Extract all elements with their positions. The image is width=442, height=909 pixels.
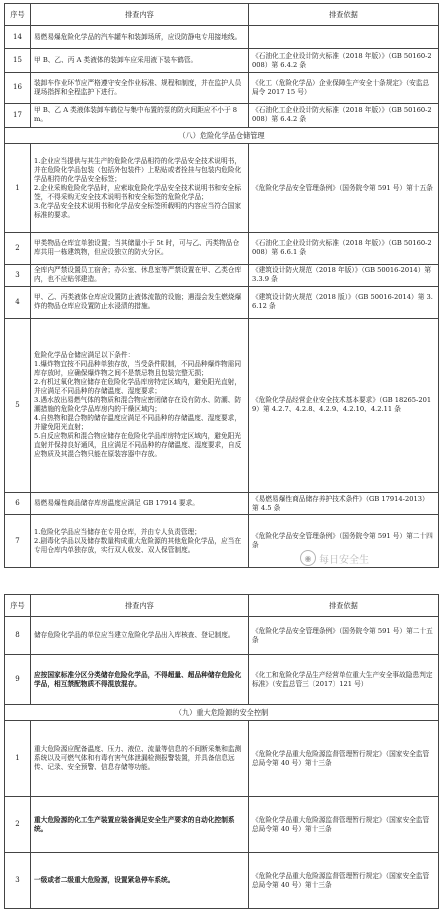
- row-num: 15: [5, 49, 31, 72]
- row-content: 1.企业应当提供与其生产的危险化学品相符的化学品安全技术说明书，并在危险化学品包装（包括外包装件）上粘贴或者拴挂与包装内危险化学品相符的化学品安全标签； 2.企业采购危险化学品时，应索取危险化学品安全技术说明书和安全标签，不得采购无安全技术说明书和安全标签的危险化学品； 3.化学品安全技术说明书和化学品安全标签所载明的内容应当符合国家标准的要求。: [31, 144, 249, 233]
- row-content: 甲 B、乙、丙 A 类液体的装卸车应采用液下装车鹤管。: [31, 49, 249, 72]
- row-content: 重大危险源的化工生产装置应装备满足安全生产要求的自动化控制系统。: [31, 797, 249, 853]
- row-content: 危险化学品仓储应满足以下条件： 1.爆炸物宜按不同品种单独存放，当受条件限制，不同品种爆炸物需同库存放时，应确保爆炸物之间不是禁忌物且包装完整无损； 2.有机过氧化物应储存在危险化学品库房特定区域内，避免阳光直射，并应满足不同品种的存储温度、湿度要求； 3.遇水放出易燃气体的物质和混合物应密闭储存在设有防水、防潮、防潮措施的危险化学品库房内的干燥区域内； 4.自热物和混合物的储存温度应满足不同品种的存储温度、湿度要求，并避免阳光直射； 5.自反应物质和混合物应储存在危险化学品库房特定区域内，避免阳光直射并保持良好通风，且应满足不同品种的存储温度、湿度要求，自反应物质及其混合物只能在原装容器中存放。: [31, 318, 249, 492]
- row-content: 1.危险化学品应当储存在专用仓库，并由专人负责管理； 2.剧毒化学品以及储存数量构成重大危险源的其他危险化学品，应当在专用仓库内单独存放，实行双人收发、双人保管制度。: [31, 515, 249, 568]
- row-num: 7: [5, 515, 31, 568]
- row-basis: 《危险化学品安全管理条例》（国务院令第 591 号）第十五条: [249, 144, 439, 233]
- table-header-row: [5, 4, 439, 26]
- row-num: 4: [5, 287, 31, 319]
- row-content: 易燃易爆性商品储存库房温度应满足 GB 17914 要求。: [31, 492, 249, 514]
- row-num: 14: [5, 26, 31, 49]
- header-num: 序号: [5, 4, 31, 26]
- row-basis: 《化工（危险化学品）企业保障生产安全十条规定》（安监总局令 2017 15 号）: [249, 72, 439, 104]
- row-content: 应按国家标准分区分类储存危险化学品，不得超量、超品种储存危险化学品，相互禁配物质不得混放混存。: [31, 655, 249, 705]
- row-basis: 《石油化工企业设计防火标准（2018 年版）》（GB 50160-2008）第 6.6.1 条: [249, 233, 439, 265]
- table-row: [5, 104, 439, 127]
- wechat-icon: ◉: [300, 550, 316, 566]
- row-content: 甲类物品仓库宜单独设置；当其储量小于 5t 时，可与乙、丙类物品仓库共用一栋建筑物，但应设独立的防火分区。: [31, 233, 249, 265]
- table-row: [5, 617, 439, 655]
- table-row: [5, 72, 439, 104]
- watermark-text: 每日安全生: [319, 554, 369, 566]
- inspection-table-lower: [4, 594, 439, 909]
- row-num: 8: [5, 617, 31, 655]
- row-num: 6: [5, 492, 31, 514]
- row-basis: 《危险化学品重大危险源监督管理暂行规定》（国家安全监管总局令第 40 号）第十三条: [249, 721, 439, 797]
- table-row: [5, 655, 439, 705]
- table-row: [5, 264, 439, 286]
- row-num: 16: [5, 72, 31, 104]
- row-basis: 《危险化学品经营企业安全技术基本要求》（GB 18265-2019）第 4.2.7、4.2.8、4.2.9、4.2.10、4.2.11 条: [249, 318, 439, 492]
- row-content: 全库内严禁设置员工宿舍；办公室、休息室等严禁设置在甲、乙类仓库内，也不应贴邻建造。: [31, 264, 249, 286]
- table-row: [5, 853, 439, 909]
- table-row: [5, 797, 439, 853]
- row-num: 9: [5, 655, 31, 705]
- table-row: [5, 721, 439, 797]
- row-basis: 《石油化工企业设计防火标准（2018 年版）》（GB 50160-2008）第 6.4.2 条: [249, 49, 439, 72]
- row-basis: 《建筑设计防火规范（2018 年版）》（GB 50016-2014）第 3.3.9 条: [249, 264, 439, 286]
- table-row: [5, 26, 439, 49]
- row-num: 17: [5, 104, 31, 127]
- row-content: 装卸车作业环节应严格遵守安全作业标准、规程和制度，并在监护人员现场指挥和全程监护下进行。: [31, 72, 249, 104]
- row-basis: 《石油化工企业设计防火标准（2018 年版）》（GB 50160-2008）第 6.4.2 条: [249, 104, 439, 127]
- row-content: 甲、乙、丙类液体仓库应设置防止液体流散的设施；遇湿会发生燃烧爆炸的物品仓库应设置防止水浸渍的措施。: [31, 287, 249, 319]
- row-content: 重大危险源应配备温度、压力、液位、流量等信息的不间断采集和监测系统以及可燃气体和有毒有害气体泄漏检测报警装置，并具备信息远传、记录、安全预警、信息存储等功能。: [31, 721, 249, 797]
- header-content: 排查内容: [31, 595, 249, 617]
- watermark: [300, 548, 440, 568]
- table-row: [5, 492, 439, 514]
- row-basis: [249, 26, 439, 49]
- row-basis: 《危险化学品安全管理条例》（国务院令第 591 号）第二十四条: [249, 515, 439, 568]
- section-row: [5, 127, 439, 144]
- row-num: 3: [5, 853, 31, 909]
- row-num: 1: [5, 144, 31, 233]
- row-num: 3: [5, 264, 31, 286]
- row-content: 一级或者二级重大危险源，设置紧急停车系统。: [31, 853, 249, 909]
- table-row: [5, 49, 439, 72]
- row-content: 储存危险化学品的单位应当建立危险化学品出入库核查、登记制度。: [31, 617, 249, 655]
- table-row: [5, 144, 439, 233]
- row-content: 甲 B、乙 A 类液体装卸车鹤位与集中布置的泵的防火间距应不小于 8m。: [31, 104, 249, 127]
- row-basis: 《危险化学品重大危险源监督管理暂行规定》（国家安全监管总局令第 40 号）第十三条: [249, 853, 439, 909]
- header-num: 序号: [5, 595, 31, 617]
- table-row: [5, 318, 439, 492]
- row-basis: 《危险化学品安全管理条例》（国务院令第 591 号）第二十五条: [249, 617, 439, 655]
- row-basis: 《易燃易爆性商品储存养护技术条件》（GB 17914-2013）第 4.5 条: [249, 492, 439, 514]
- section-row: [5, 705, 439, 721]
- row-num: 5: [5, 318, 31, 492]
- header-basis: 排查依据: [249, 4, 439, 26]
- header-content: 排查内容: [31, 4, 249, 26]
- row-basis: 《危险化学品重大危险源监督管理暂行规定》（国家安全监管总局令第 40 号）第十三条: [249, 797, 439, 853]
- header-basis: 排查依据: [249, 595, 439, 617]
- row-basis: 《建筑设计防火规范（2018 版）》（GB 50016-2014）第 3.6.12 条: [249, 287, 439, 319]
- section-title: （九）重大危险源的安全控制: [5, 705, 439, 721]
- section-title: （八）危险化学品仓储管理: [5, 127, 439, 144]
- row-num: 1: [5, 721, 31, 797]
- table-row: [5, 287, 439, 319]
- table-row: [5, 233, 439, 265]
- row-num: 2: [5, 797, 31, 853]
- row-num: 2: [5, 233, 31, 265]
- inspection-table-upper: [4, 3, 439, 568]
- table-header-row: [5, 595, 439, 617]
- row-basis: 《化工和危险化学品生产经营单位重大生产安全事故隐患判定标准》（安监总管三〔2017〕121 号）: [249, 655, 439, 705]
- row-content: 易燃易爆危险化学品的汽车罐车和装卸场所，应设防静电专用接地线。: [31, 26, 249, 49]
